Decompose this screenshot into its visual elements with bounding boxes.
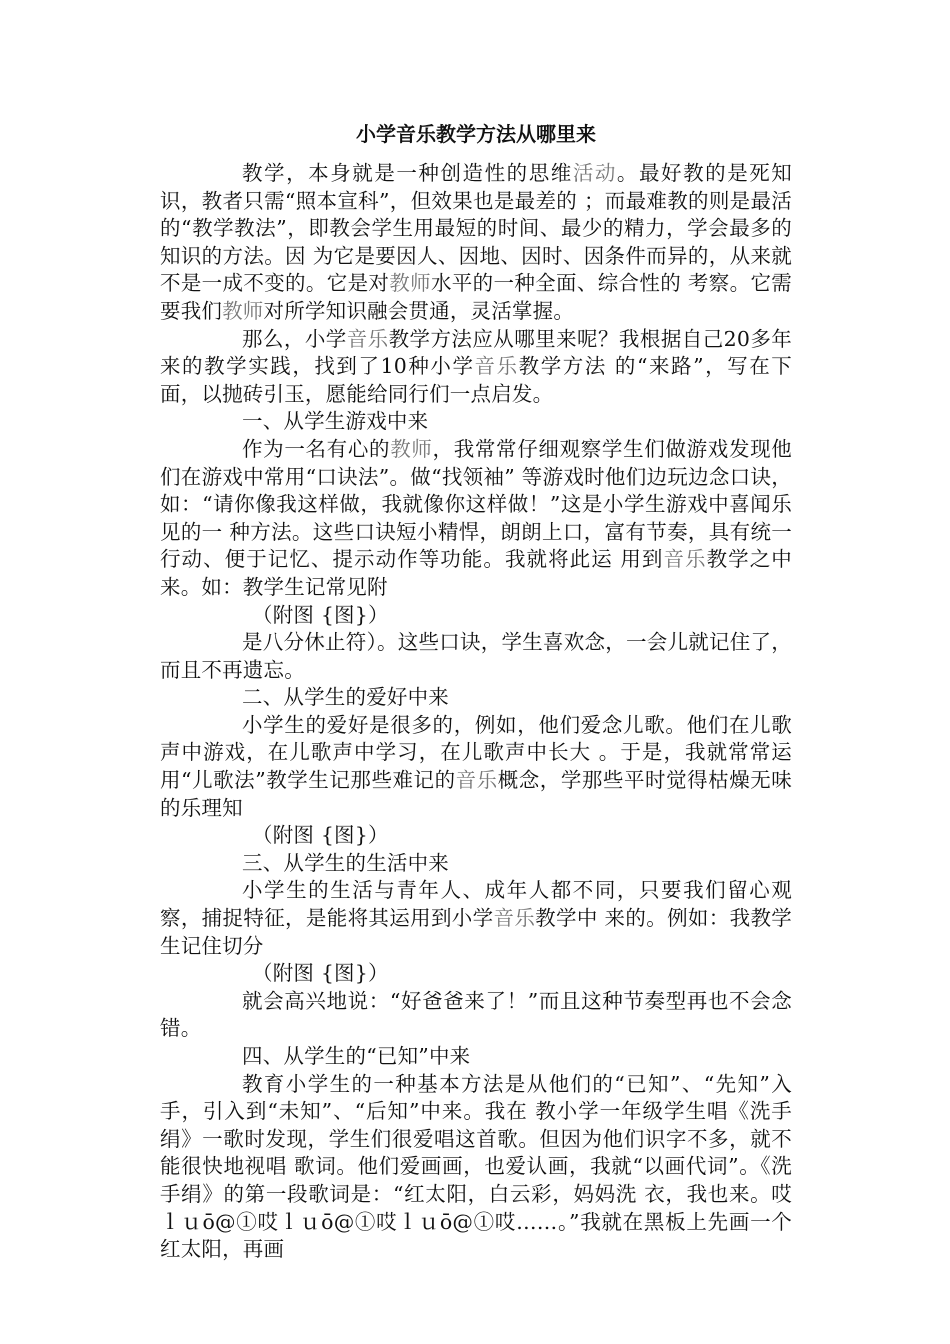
body-paragraph — [160, 408, 792, 436]
paragraph-text: 一、从学生游戏中来 — [242, 409, 429, 434]
body-paragraph — [160, 712, 792, 822]
keyword-text: 音乐 — [493, 906, 536, 931]
figure-placeholder — [160, 822, 792, 850]
figure-placeholder — [160, 602, 792, 630]
paragraph-text: 三、从学生的生活中来 — [242, 850, 449, 875]
keyword-text: 音乐 — [474, 354, 519, 379]
keyword-text: 教师 — [222, 298, 264, 323]
paragraph-text: 小学生的生活与青年人、成年人都不同，只要我们留心观察，捕捉特征，是能将其运用到小学 — [160, 878, 792, 931]
keyword-text: 音乐 — [346, 326, 389, 351]
keyword-text: 音乐 — [663, 547, 707, 572]
body-paragraph — [160, 850, 792, 878]
paragraph-text: 教学中 来的。例如：我教学生记住切分 — [160, 906, 792, 958]
paragraph-text: 四、从学生的“已知”中来 — [242, 1044, 471, 1068]
body-paragraph — [160, 436, 792, 602]
keyword-text: 活动 — [572, 161, 617, 185]
paragraph-text: ，我常常仔细观察学生们做游戏发现他们在游戏中常用“口诀法”。做“找领袖” 等游戏时他们边玩边念口诀，如：“请你像我这样做，我就像你这样做！”这是小学生游戏中喜闻乐见的一 种方法。这些口诀短小精悍，朗朗上口，富有节奏，具有统一行动、便于记忆、提示动作等功能。我就将此运 用到 — [160, 436, 792, 572]
body-paragraph — [160, 988, 792, 1043]
body-paragraph — [160, 1071, 792, 1264]
paragraph-text: 教学之中来。如：教学生记常见附 — [160, 547, 792, 599]
body-paragraph — [160, 629, 792, 684]
keyword-text: 教师 — [389, 271, 431, 296]
paragraph-text: 是八分休止符）。这些口诀，学生喜欢念，一会儿就记住了，而且不再遗忘。 — [160, 630, 792, 682]
body-paragraph — [160, 1043, 792, 1071]
paragraph-text: 对所学知识融会贯通，灵活掌握。 — [263, 298, 575, 323]
keyword-text: 教师 — [390, 436, 433, 461]
paragraph-text: 教学，本身就是一种创造性的思维 — [242, 161, 573, 185]
paragraph-text: 小学生的爱好是很多的，例如，他们爱念儿歌。他们在儿歌声中游戏，在儿歌声中学习，在儿歌声中长大 。于是，我就常常运用“儿歌法”教学生记那些难记的 — [160, 712, 792, 793]
paragraph-text: 概念，学那些平时觉得枯燥无味的乐理知 — [160, 768, 792, 820]
keyword-text: 音乐 — [455, 768, 498, 793]
paragraph-text: 教学方法应从哪里来呢？我根据自己20多年来的教学实践，找到了10种小学 — [160, 326, 792, 379]
document-title: 小学音乐教学方法从哪里来 — [356, 122, 596, 146]
body-paragraph — [160, 326, 792, 409]
paragraph-text: 水平的一种全面、综合性的 考察。它需要我们 — [160, 271, 792, 323]
document-body — [160, 160, 792, 1264]
paragraph-text: 。最好教的是死知识，教者只需“照本宣科”，但效果也是最差的 ；而最难教的则是最活的“教学教法”，即教会学生用最短的时间、最少的精力，学会最多的知识的方法。因 为它是要因人、因地、因时、因条件而异的，从来就不是一成不变的。它是对 — [160, 161, 792, 296]
paragraph-text: （附图 {图}） — [252, 961, 389, 986]
body-paragraph — [160, 877, 792, 960]
paragraph-text: 教育小学生的一种基本方法是从他们的“已知”、“先知”入手，引入到“未知”、“后知”中来。我在 教小学一年级学生唱《洗手绢》一歌时发现，学生们很爱唱这首歌。但因为他们识字不多，就不能很快地视唱 歌词。他们爱画画，也爱认画，我就“以画代词”。《洗手绢》的第一段歌词是：“红太阳，白云彩，妈妈洗 衣，我也来。哎ｌｕō@①哎ｌｕō@①哎ｌｕō@①哎……。”我就在黑板上先画一个红太阳，再画 — [160, 1071, 792, 1262]
paragraph-text: 二、从学生的爱好中来 — [242, 685, 449, 710]
paragraph-text: （附图 {图}） — [252, 823, 389, 848]
paragraph-text: 就会高兴地说：“好爸爸来了！”而且这种节奏型再也不会念错。 — [160, 988, 792, 1041]
body-paragraph — [160, 160, 792, 326]
paragraph-text: （附图 {图}） — [252, 602, 389, 627]
paragraph-text: 作为一名有心的 — [242, 436, 391, 461]
paragraph-text: 那么，小学 — [242, 326, 347, 351]
figure-placeholder — [160, 960, 792, 988]
body-paragraph — [160, 684, 792, 712]
paragraph-text: 教学方法 的“来路”，写在下面，以抛砖引玉，愿能给同行们一点启发。 — [160, 354, 792, 406]
